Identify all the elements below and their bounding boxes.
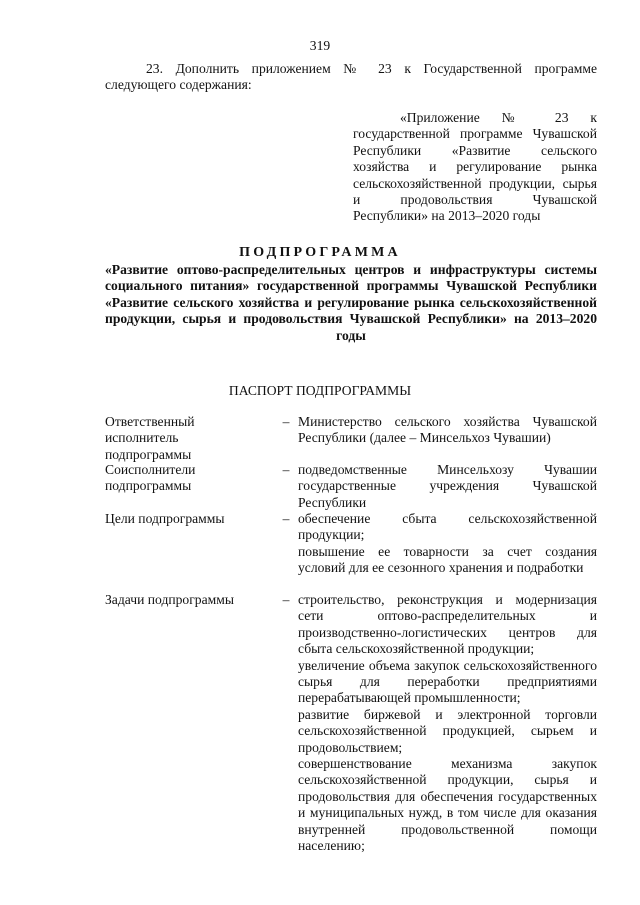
passport-value-line: совершенствование механизма закупок сельскохозяйственной продукции, сырья и продовольствия для обеспечения государственных и муниципальных нужд, в том числе для оказания внутренней продовольственной помощи населению;	[298, 756, 597, 854]
passport-row-label: Цели подпрограммы	[105, 511, 225, 526]
intro-paragraph: 23. Дополнить приложением № 23 к Государственной программе следующего содержания:	[105, 61, 597, 93]
passport-title: ПАСПОРТ ПОДПРОГРАММЫ	[228, 383, 412, 398]
subprogram-title: «Развитие оптово-распределительных центров и инфраструктуры системы социального питания» государственной программы Чувашской Республики «Развитие сельского хозяйства и регулирование рынка сельскохозяйственной продукции, сырья и продовольствия Чувашской Республики» на 2013–2020 годы	[105, 262, 597, 343]
passport-value-line: увеличение объема закупок сельскохозяйственного сырья для переработки предприятиями перерабатывающей промышленности;	[298, 657, 597, 706]
page-number: 319	[309, 38, 331, 53]
passport-value-line: повышение ее товарности за счет создания условий для ее сезонного хранения и подработки	[298, 543, 597, 576]
passport-value-line: обеспечение сбыта сельскохозяйственной продукции;	[298, 511, 597, 543]
passport-value-line: подведомственные Минсельхозу Чувашии государственные учреждения Чувашской Республики	[298, 462, 597, 510]
passport-row-label: Ответственный исполнитель подпрограммы	[105, 414, 195, 462]
passport-value-line: развитие биржевой и электронной торговли сельскохозяйственной продукцией, сырьем и продовольствием;	[298, 706, 597, 755]
passport-row-dash: –	[282, 462, 290, 477]
passport-row-dash: –	[282, 592, 290, 607]
passport-row-value	[298, 462, 597, 511]
passport-value-line: строительство, реконструкция и модернизация сети оптово-распределительных и производственно-логистических центров для сбыта сельскохозяйственной продукции;	[298, 592, 597, 657]
passport-row-label: Задачи подпрограммы	[105, 592, 234, 607]
subprogram-heading: ПОДПРОГРАММА	[239, 245, 401, 260]
passport-row-value	[298, 511, 597, 577]
passport-value-line: Министерство сельского хозяйства Чувашской Республики (далее – Минсельхоз Чувашии)	[298, 414, 597, 446]
passport-row-value	[298, 414, 597, 447]
passport-row-label: Соисполнители подпрограммы	[105, 462, 196, 494]
passport-row-value	[298, 592, 597, 855]
appendix-note: «Приложение № 23 к государственной программе Чувашской Республики «Развитие сельского хозяйства и регулирование рынка сельскохозяйственной продукции, сырья и продовольствия Чувашской Республики» на 2013–2020 годы	[353, 110, 597, 224]
passport-row-dash: –	[282, 511, 290, 526]
passport-row-dash: –	[282, 414, 290, 429]
